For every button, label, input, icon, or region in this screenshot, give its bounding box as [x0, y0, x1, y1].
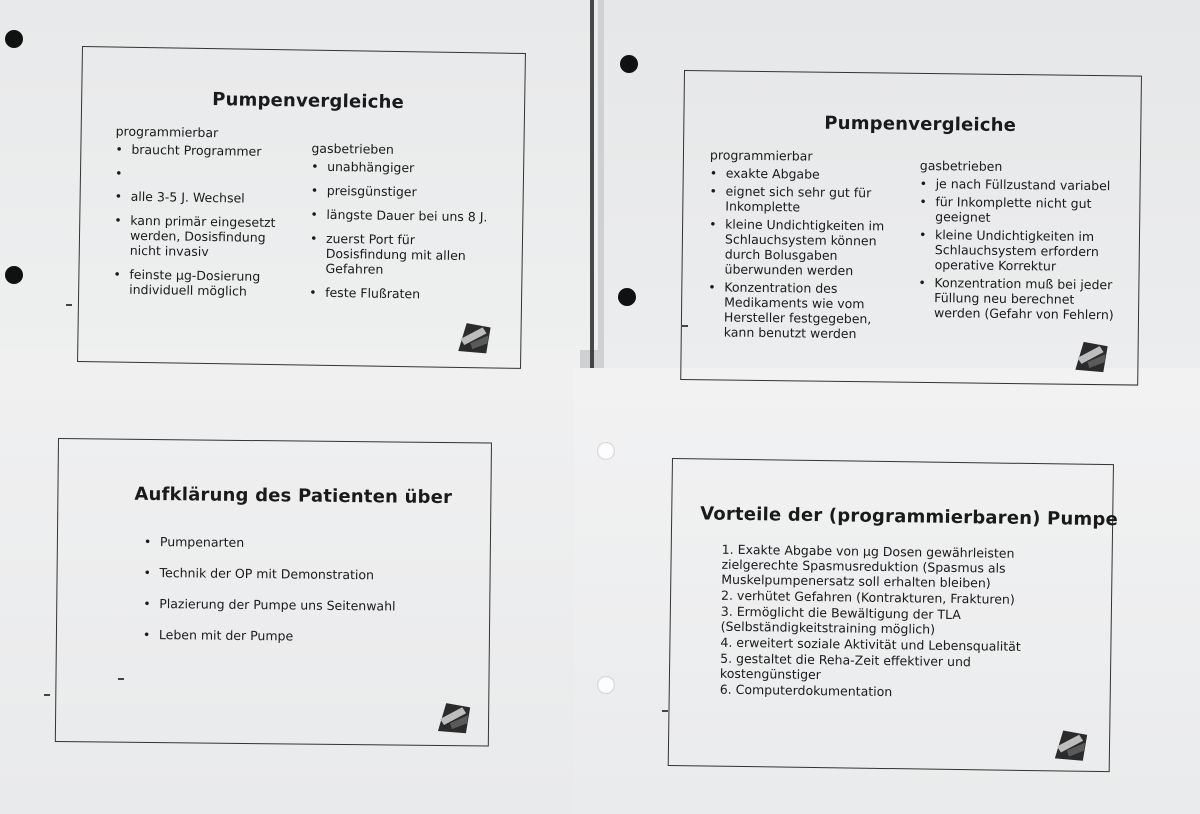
list-item: • braucht Programmer [115, 142, 305, 160]
list-item: • alle 3-5 J. Wechsel [115, 189, 305, 207]
registration-mark [66, 304, 72, 306]
list-item: • kann primär eingesetzt werden, Dosisfindung nicht invasiv [114, 213, 281, 261]
punch-hole [618, 288, 636, 306]
list-item: • Konzentration muß bei jeder Füllung neu berechnet werden (Gefahr von Fehlern) [918, 275, 1125, 323]
registration-mark [662, 710, 668, 712]
list-item: • kleine Undichtigkeiten im Schlauchsystem können durch Bolusgaben überwunden werden [708, 216, 895, 278]
slide-column-gasbetrieben [918, 158, 1120, 325]
slide-title: Pumpenvergleiche [212, 89, 405, 114]
registration-mark [682, 325, 688, 327]
punch-hole [597, 442, 615, 460]
slide-title: Vorteile der (programmierbaren) Pumpe [700, 503, 1119, 531]
list-item: • Plazierung der Pumpe uns Seitenwahl [143, 596, 463, 614]
punch-hole [597, 676, 615, 694]
slide-list [143, 534, 464, 654]
list-item [115, 166, 305, 183]
list-item: • feinste µg-Dosierung individuell möglich [113, 267, 289, 300]
list-item: 4. erweitert soziale Aktivität und Lebensqualität [720, 634, 1021, 654]
list-item: 5. gestaltet die Reha-Zeit effektiver und kostengünstiger [719, 650, 971, 683]
column-heading: programmierbar [709, 147, 813, 164]
slide-numbered-list [720, 542, 1062, 703]
registration-mark [44, 694, 50, 696]
list-item: • feste Flußraten [309, 285, 499, 303]
punch-hole [5, 30, 23, 48]
column-heading: gasbetrieben [311, 140, 395, 157]
slide-pumpenvergleiche-1 [77, 46, 526, 369]
list-item: • exakte Abgabe [710, 165, 900, 182]
list-item: • je nach Füllzustand variabel [920, 176, 1120, 193]
list-item: • kleine Undichtigkeiten im Schlauchsystem erfordern operative Korrektur [919, 227, 1116, 274]
list-item: 1. Exakte Abgabe von µg Dosen gewährleisten zielgerechte Spasmusreduktion (Spasmus als Muskelpumpenersatz soll erhalten bleiben) [721, 541, 1015, 591]
punch-hole [5, 266, 23, 284]
logo-image [1053, 728, 1089, 762]
logo-image [1073, 340, 1109, 374]
column-heading: programmierbar [115, 123, 219, 141]
list-item: • Pumpenarten [144, 534, 464, 552]
list-item: 2. verhütet Gefahren (Kontrakturen, Frakturen) [720, 587, 1015, 607]
column-heading: gasbetrieben [919, 157, 1003, 174]
punch-hole [620, 55, 638, 73]
list-item: • für Inkomplette nicht gut geeignet [919, 194, 1115, 226]
slide-pumpenvergleiche-2 [680, 70, 1142, 386]
list-item: • unabhängiger [311, 159, 501, 177]
slide-column-programmierbar [708, 147, 900, 344]
slide-title: Pumpenvergleiche [824, 112, 1017, 137]
list-item: • eignet sich sehr gut für Inkomplette [709, 183, 875, 215]
logo-image [456, 321, 493, 356]
sheet-edge [590, 0, 594, 368]
list-item: • Konzentration des Medikaments wie vom Hersteller festgegeben, kann benutzt werden [708, 279, 885, 341]
slide-aufklaerung [55, 438, 492, 747]
slide-column-programmierbar [113, 124, 306, 309]
slide-title: Aufklärung des Patienten über [134, 483, 453, 509]
list-item: • Technik der OP mit Demonstration [144, 565, 464, 583]
registration-mark [118, 678, 124, 680]
list-item: • zuerst Port für Dosisfindung mit allen Gefahren [309, 231, 486, 279]
list-item: • preisgünstiger [311, 183, 501, 201]
slide-vorteile [668, 458, 1119, 772]
list-item: 6. Computerdokumentation [719, 681, 893, 700]
list-item: 3. Ermöglicht die Bewältigung der TLA (Selbständigkeitstraining möglich) [720, 603, 961, 637]
list-item: • Leben mit der Pumpe [143, 627, 463, 645]
list-item: • längste Dauer bei uns 8 J. [310, 207, 500, 225]
logo-image [436, 701, 472, 735]
slide-column-gasbetrieben [309, 141, 502, 312]
